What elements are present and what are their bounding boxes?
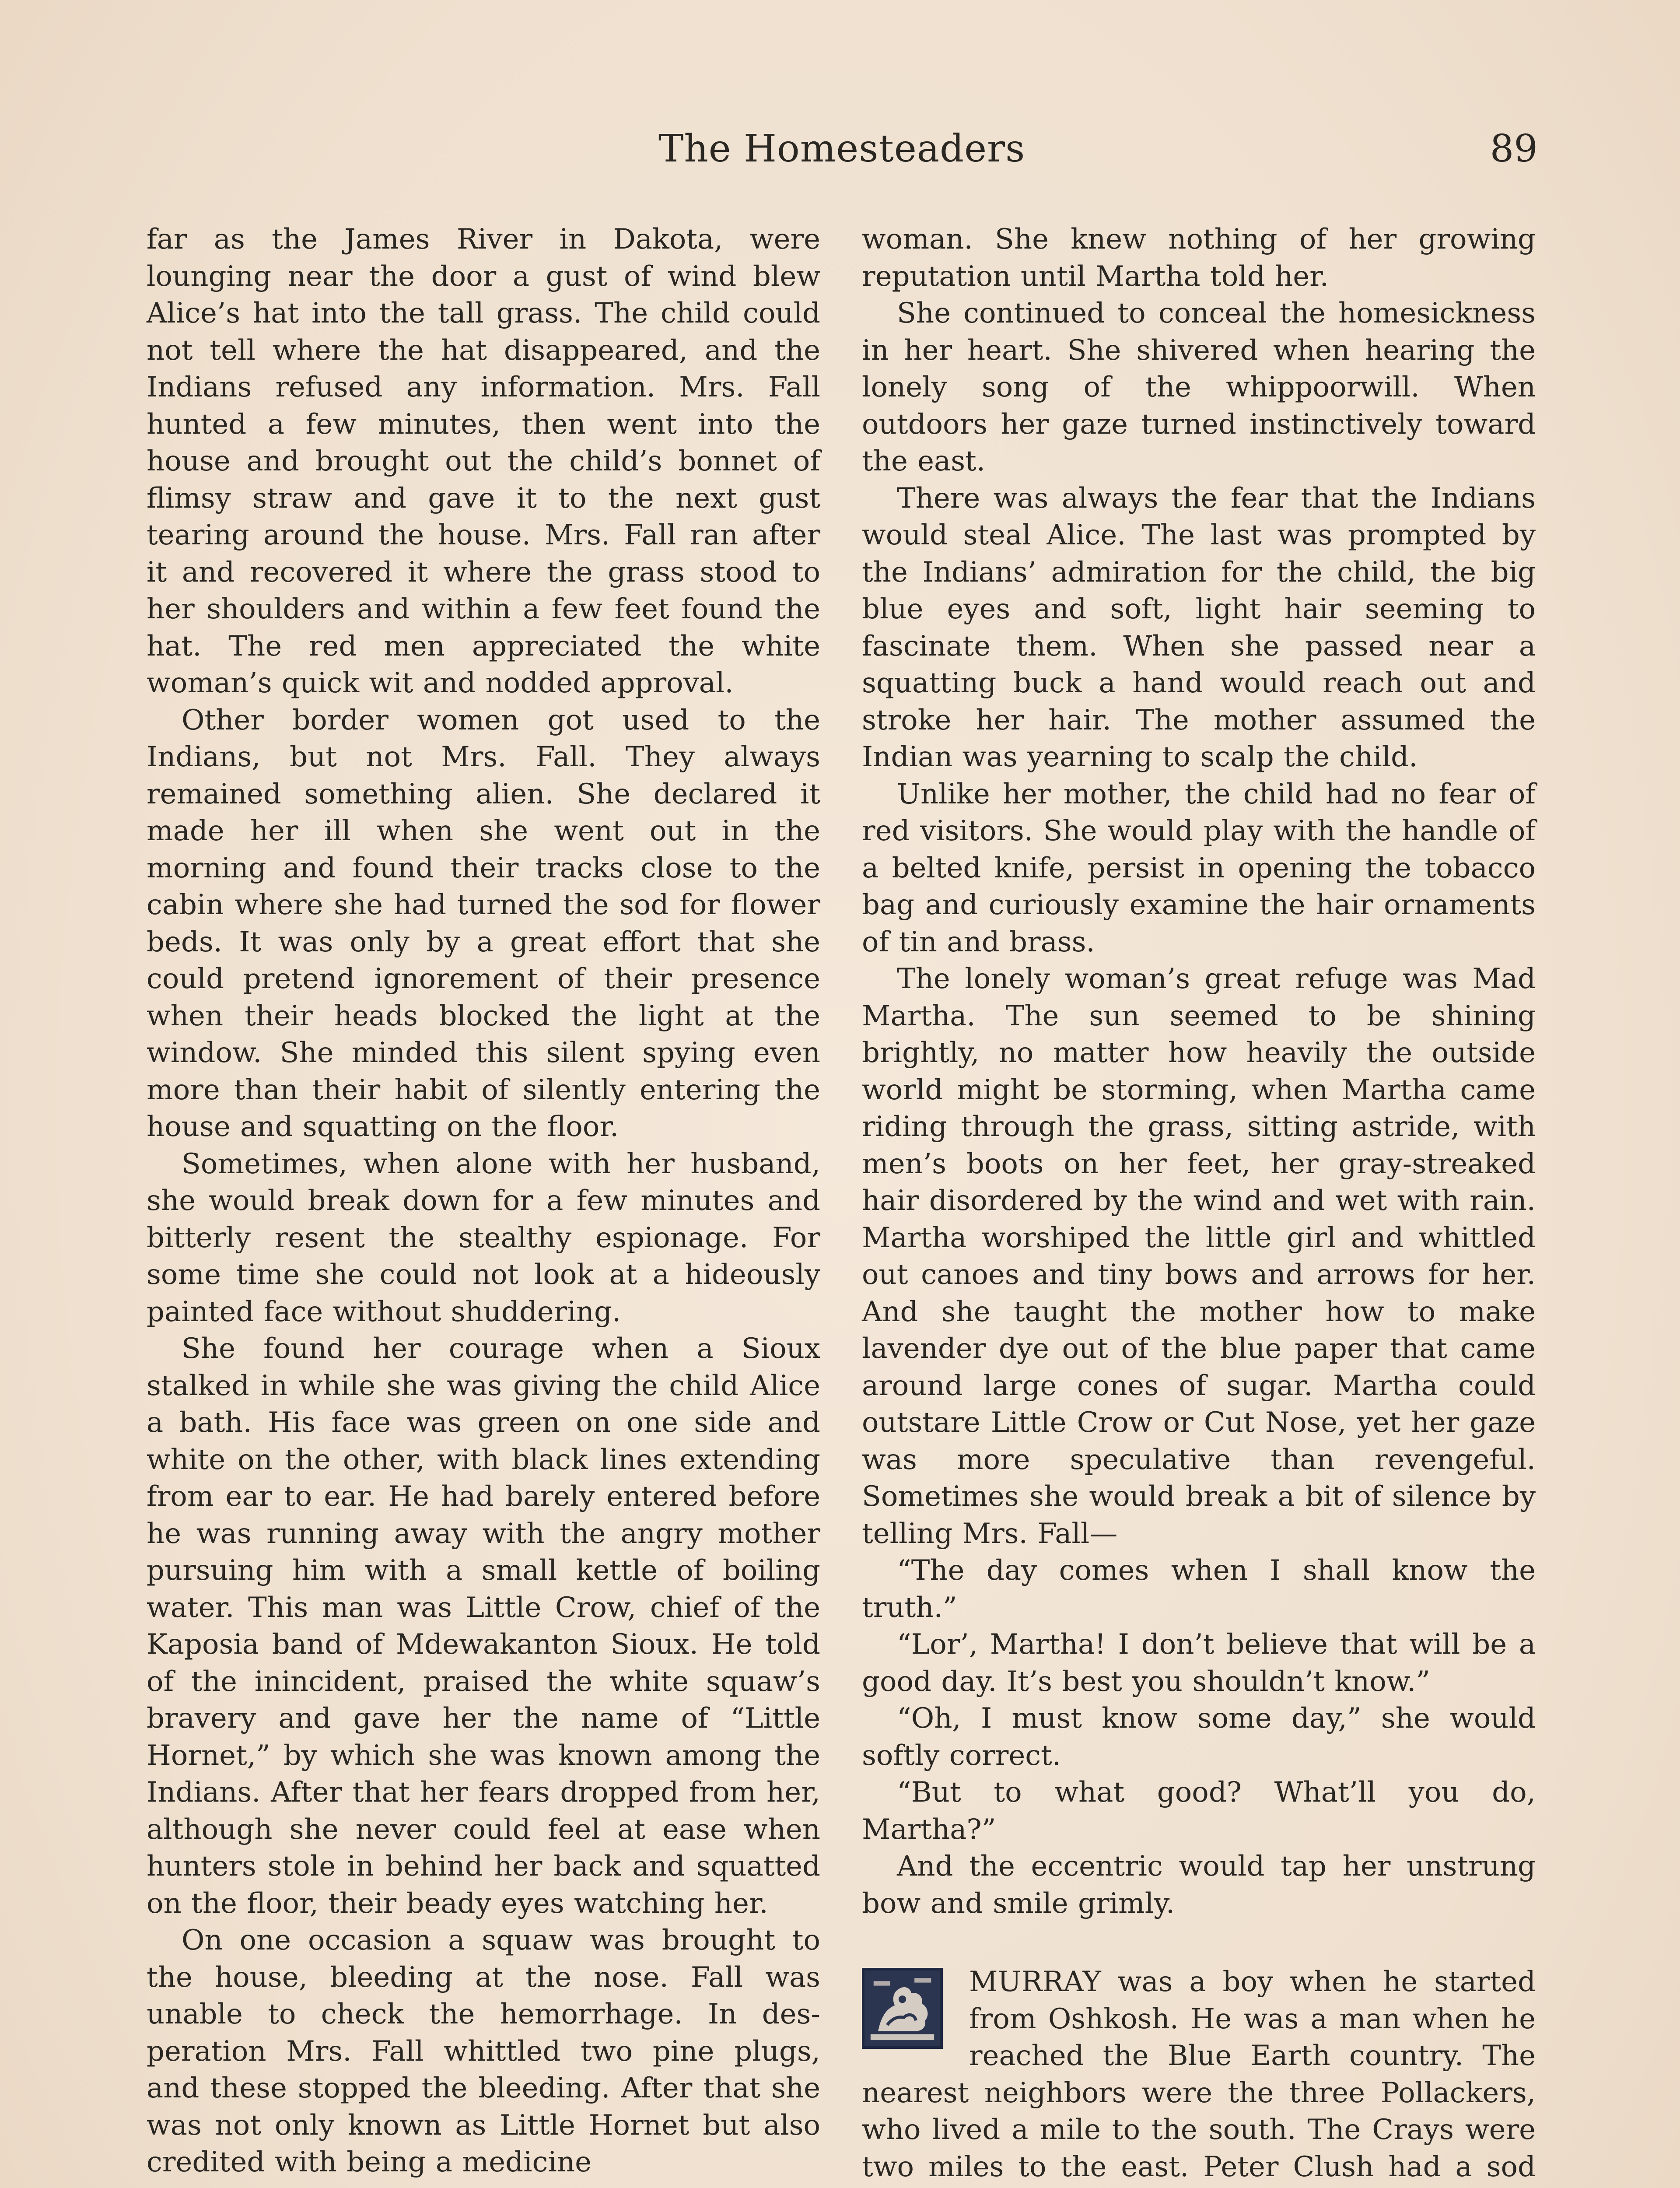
paragraph: She continued to conceal the homesickness in her heart. She shivered when hearing the lonely song of the whippoorwill. When outdoors her gaze turned instinctively toward the east. <box>862 297 1536 477</box>
running-title: The Homesteaders <box>658 127 1026 171</box>
section-opening <box>862 1964 1536 2188</box>
section-paragraph: MURRAY was a boy when he started from Oshkosh. He was a man when he reached the Blue Earth country. The nearest neighbors were the three Pollackers, who lived a mile to the south. The Crays were two miles to the east. Peter Clush had a sod <box>862 1966 1536 2183</box>
paragraph: woman. She knew nothing of her growing reputation until Martha told her. <box>862 223 1536 293</box>
paragraph: “Oh, I must know some day,” she would softly correct. <box>862 1702 1536 1772</box>
paragraph: There was always the fear that the Indians would steal Alice. The last was prompted by the Indians’ admiration for the child, the big blue eyes and soft, light hair seeming to fascinate them. When she passed near a squatting buck a hand would reach out and stroke her hair. The mother assumed the Indian was yearning to scalp the child. <box>862 482 1536 773</box>
paragraph: Unlike her mother, the child had no fear of red visitors. She would play with the handle of a belted knife, persist in opening the tobacco bag and curiously examine the hair ornaments of tin and brass. <box>862 778 1536 958</box>
paragraph: “But to what good? What’ll you do, Martha?” <box>862 1776 1536 1846</box>
section-break <box>862 1922 1536 1964</box>
paragraph: Sometimes, when alone with her husband, she would break down for a few minutes and bitterly resent the stealthy espionage. For some time she could not look at a hideously painted face without shuddering. <box>147 1147 820 1328</box>
paragraph: And the eccentric would tap her unstrung bow and smile grimly. <box>862 1850 1536 1920</box>
page-number: 89 <box>1490 127 1538 171</box>
left-column <box>147 221 820 2181</box>
ornamental-dropcap-icon <box>862 1968 943 2049</box>
paragraph: She found her courage when a Sioux stalked in while she was giving the child Alice a bath. His face was green on one side and white on the other, with black lines extending from ear to ear. He had barely entered before he was running away with the angry mother pursuing him with a small kettle of boiling water. This man was Little Crow, chief of the Kaposia band of Mdewakanton Sioux. He told of the inincident, praised the white squaw’s bravery and gave her the name of “Little Hornet,” by which she was known among the Indians. After that her fears dropped from her, although she never could feel at ease when hunters stole in behind her back and squatted on the floor, their beady eyes watching her. <box>147 1332 820 1920</box>
paragraph: “The day comes when I shall know the truth.” <box>862 1554 1536 1624</box>
paragraph: far as the James River in Dakota, were lounging near the door a gust of wind blew Alice’s hat into the tall grass. The child could not tell where the hat disappeared, and the Indians refused any information. Mrs. Fall hunted a few minutes, then went into the house and brought out the child’s bonnet of flimsy straw and gave it to the next gust tearing around the house. Mrs. Fall ran after it and recovered it where the grass stood to her shoulders and within a few feet found the hat. The red men appreciated the white woman’s quick wit and nodded approval. <box>147 223 820 699</box>
paragraph: On one occasion a squaw was brought to the house, bleeding at the nose. Fall was unable to check the hemorrhage. In desperation Mrs. Fall whittled two pine plugs, and these stopped the bleeding. After that she was not only known as Little Hornet but also credited with being a medicine <box>147 1924 820 2178</box>
paragraph: Other border women got used to the Indians, but not Mrs. Fall. They always remained something alien. She declared it made her ill when she went out in the morning and found their tracks close to the cabin where she had turned the sod for flower beds. It was only by a great effort that she could pretend ignorement of their presence when their heads blocked the light at the window. She minded this silent spying even more than their habit of silently entering the house and squatting on the floor. <box>147 704 820 1143</box>
page-header <box>0 127 1680 184</box>
paragraph: The lonely woman’s great refuge was Mad Martha. The sun seemed to be shining brightly, no matter how heavily the outside world might be storming, when Martha came riding through the grass, sitting astride, with men’s boots on her feet, her gray-streaked hair disordered by the wind and wet with rain. Martha worshiped the little girl and whittled out canoes and tiny bows and arrows for her. And she taught the mother how to make lavender dye out of the blue paper that came around large cones of sugar. Martha could outstare Little Crow or Cut Nose, yet her gaze was more speculative than revengeful. Sometimes she would break a bit of silence by telling Mrs. Fall— <box>862 963 1536 1550</box>
right-column <box>862 221 1536 2188</box>
paragraph: “Lor’, Martha! I don’t believe that will be a good day. It’s best you shouldn’t know.” <box>862 1628 1536 1698</box>
